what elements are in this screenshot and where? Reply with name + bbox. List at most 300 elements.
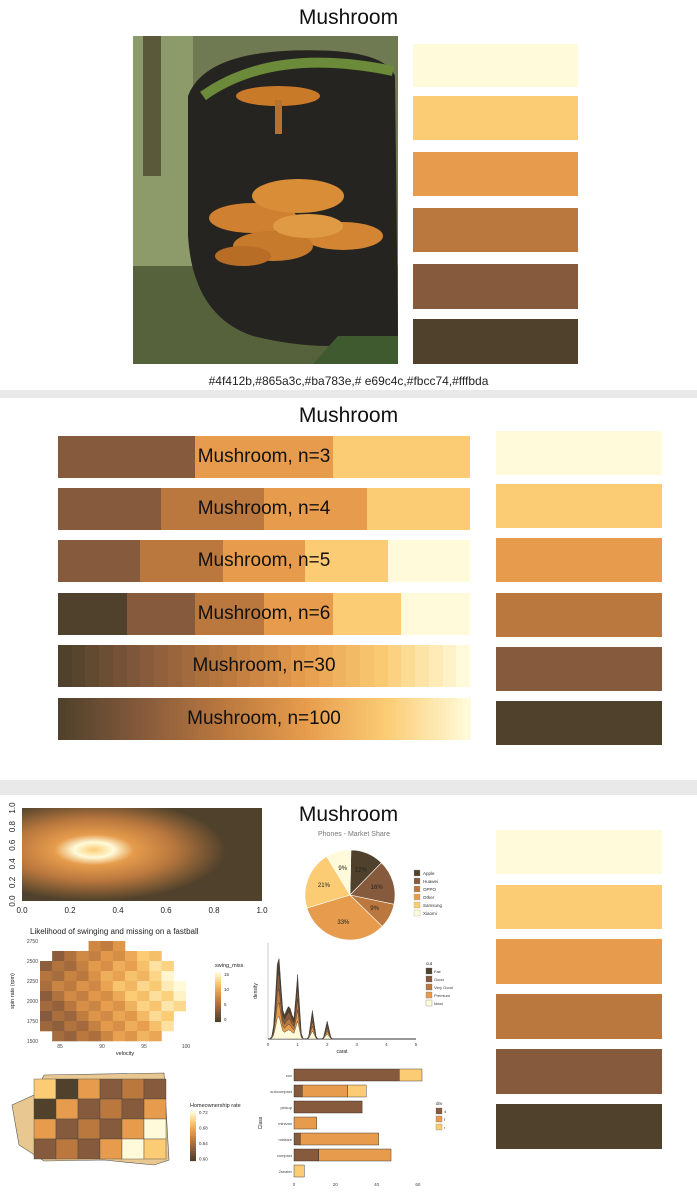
heatmap-cell [64,951,76,961]
county [78,1079,100,1099]
legend-key [414,870,420,876]
legend-label: Samsung [423,903,443,908]
heatmap-cell [113,971,125,981]
legend-label: 4 [444,1109,447,1114]
heatmap-cell [52,1001,64,1011]
x-tick-label: 3 [355,1042,359,1047]
legend-tick: 10 [224,987,230,992]
swatch-fffbda [496,431,662,475]
swatch-fbcc74 [413,96,578,140]
legend-tick: 0.68 [199,1125,208,1131]
county [100,1119,122,1139]
x-tick-label: 85 [57,1044,63,1050]
y-tick-label: 2750 [26,939,38,945]
legend-key [426,992,432,998]
legend-key [414,886,420,892]
swatch-865a3c [413,264,578,309]
bar-n30 [58,645,470,687]
bar [294,1101,362,1113]
heatmap-cell [64,1021,76,1031]
legend-gradient-step [190,1116,196,1119]
legend-title: Homeownership rate [190,1103,241,1109]
heatmap-cell [64,1001,76,1011]
swatch-ba783e [496,593,662,637]
legend-gradient-step [215,982,221,985]
photo-swatch-column [413,40,578,365]
legend-key [414,910,420,916]
legend-gradient-step [215,992,221,995]
heatmap-cell [137,1031,149,1041]
legend-gradient-step [190,1149,196,1152]
legend-gradient-step [190,1119,196,1122]
heatmap-cell [113,951,125,961]
heatmap-cell [149,971,161,981]
y-tick-label: minivan [278,1121,292,1126]
pie-title: Phones - Market Share [318,831,390,838]
heatmap-cell [125,1001,137,1011]
palette-bars-panel [0,398,697,780]
carat-density-chart [250,935,453,1060]
palette-charts-panel [0,795,697,1200]
legend-gradient-step [215,1007,221,1010]
heatmap-cell [161,991,173,1001]
y-tick-label: midsize [278,1137,292,1142]
swatch-e69c4c [413,152,578,196]
heatmap-cell [125,1011,137,1021]
heatmap-cell [125,951,137,961]
y-tick-label: 1750 [26,1019,38,1025]
legend-gradient-step [215,1002,221,1005]
swatch-865a3c [496,1049,662,1094]
heatmap-cell [52,1021,64,1031]
pie-slice-label: 9% [338,866,348,873]
heatmap-cell [40,1021,52,1031]
swatch-ba783e [413,208,578,252]
y-tick-label: pickup [280,1105,292,1110]
x-tick-label: 100 [181,1044,191,1050]
class-drv-bar-chart [252,1063,452,1193]
x-axis-label: velocity [115,1051,135,1057]
legend-key [436,1108,442,1114]
heatmap-cell [113,961,125,971]
heatmap-cell [40,981,52,991]
county [100,1099,122,1119]
heatmap-cell [89,1001,101,1011]
heatmap-cell [40,961,52,971]
legend-gradient-step [190,1154,196,1157]
heatmap-cell [137,961,149,971]
swatch-fffbda [496,830,662,874]
bar-label: Mushroom, n=6 [197,603,331,624]
x-tick-label: 2 [325,1042,329,1047]
legend-tick: 15 [224,972,230,977]
county [122,1139,144,1159]
heatmap-cell [137,971,149,981]
legend-gradient-step [215,990,221,993]
density-heatmap-chart [0,803,270,923]
x-tick-label: 0.2 [64,906,76,915]
heatmap-cell [101,991,113,1001]
heatmap-cell [40,971,52,981]
heatmap-cell [113,1021,125,1031]
legend-tick: 0.72 [199,1110,208,1115]
legend-gradient-step [215,995,221,998]
county [56,1139,78,1159]
heatmap-cell [76,1021,88,1031]
heatmap-cell [52,1011,64,1021]
heatmap-cell [113,1031,125,1041]
y-tick-label: subcompact [270,1089,292,1094]
county [56,1119,78,1139]
legend-gradient-step [190,1124,196,1127]
heatmap-cell [76,971,88,981]
panel-title: Mushroom [298,404,399,427]
legend-gradient-step [215,1010,221,1013]
legend-gradient-step [190,1136,196,1139]
legend-label: Fair [434,969,441,974]
y-tick-label: 0.6 [8,839,17,851]
pie-slice-label: 33% [337,920,350,927]
legend-title: cut [426,961,433,966]
heatmap-cell [101,951,113,961]
legend-gradient-step [215,977,221,980]
x-tick-label: 0.6 [160,906,172,915]
heatmap-cell [101,941,113,951]
county [78,1119,100,1139]
heatmap-cell [149,961,161,971]
x-tick-label: 1.0 [256,906,268,915]
legend-gradient-step [190,1114,196,1117]
heatmap-cell [137,1001,149,1011]
county [78,1099,100,1119]
bar-label: Mushroom, n=30 [192,655,336,676]
bar-label: Mushroom, n=100 [187,708,341,729]
legend-gradient-step [190,1111,196,1114]
pie-slice-label: 21% [317,883,330,890]
heatmap-cell [149,1021,161,1031]
legend-gradient-step [190,1134,196,1137]
county [144,1079,166,1099]
y-tick-label: 2000 [26,999,38,1005]
legend-gradient-step [215,1015,221,1018]
heatmap-cell [161,981,173,991]
heatmap-cell [113,1011,125,1021]
y-tick-label: 2500 [26,959,38,965]
heatmap-cell [64,1011,76,1021]
y-axis-label: spin rate (rpm) [10,973,16,1009]
heatmap-cell [137,991,149,1001]
legend-gradient-step [215,1005,221,1008]
legend-key [426,984,432,990]
bar [294,1117,317,1129]
heatmap-cell [76,1031,88,1041]
county [144,1099,166,1119]
heatmap-cell [137,1021,149,1031]
legend-label: Huawei [423,879,439,884]
heatmap-cell [64,971,76,981]
heatmap-cell [76,981,88,991]
heatmap-cell [125,981,137,991]
heatmap-cell [76,951,88,961]
legend-label: Very Good [434,985,453,990]
legend-gradient-step [215,980,221,983]
bar [300,1133,378,1145]
bar [294,1165,304,1177]
pie-slice-label: 12% [354,867,367,874]
legend-gradient-step [215,972,221,975]
heatmap-cell [149,951,161,961]
mushroom-photo [133,36,398,364]
legend-key [426,976,432,982]
heatmap-cell [149,1031,161,1041]
x-tick-label: 90 [99,1044,105,1050]
heatmap-cell [52,951,64,961]
x-tick-label: 40 [374,1182,380,1187]
swatch-ba783e [496,994,662,1039]
bar [294,1133,300,1145]
heatmap-cell [149,991,161,1001]
legend-tick: 5 [224,1002,227,1007]
heatmap-cell [149,1011,161,1021]
y-tick-label: 0.4 [8,858,18,870]
legend-key [426,1000,432,1006]
x-tick-label: 0.0 [16,906,28,915]
county [34,1139,56,1159]
y-axis-label: density [253,983,259,999]
heatmap-cell [52,991,64,1001]
legend-gradient-step [190,1151,196,1154]
y-tick-label: 0.0 [8,895,17,907]
heatmap-cell [52,1031,64,1041]
panel-title: Mushroom [298,803,399,826]
heatmap-cell [161,1001,173,1011]
legend-key [436,1124,442,1130]
y-ticks [8,802,17,907]
legend-label: Xiaomi [423,911,437,916]
legend-key [426,968,432,974]
legend-label: Other [423,895,435,900]
bar [319,1149,391,1161]
y-tick-label: 1500 [26,1039,38,1045]
bar-label: Mushroom, n=5 [197,550,331,571]
legend-gradient-step [215,1000,221,1003]
pie-slice-label: 9% [370,906,379,913]
legend-gradient-step [190,1129,196,1132]
heatmap-cell [64,981,76,991]
heatmap-cell [113,941,125,951]
y-tick-label: 2seater [278,1169,292,1174]
county [144,1139,166,1159]
legend-label: Ideal [434,1001,443,1006]
heatmap-cell [64,961,76,971]
x-tick-label: 0.4 [112,906,124,915]
county [34,1079,56,1099]
county [34,1119,56,1139]
heatmap-cell [101,961,113,971]
heatmap-cell [161,961,173,971]
heatmap-cell [137,981,149,991]
heatmap-cell [174,981,186,991]
x-tick-label: 5 [414,1042,418,1047]
heatmap-cell [125,1021,137,1031]
heatmap-cell [101,1001,113,1011]
swing-heatmap-chart [0,937,244,1057]
legend-gradient-step [190,1144,196,1147]
y-tick-label: 2250 [26,979,38,985]
legend-gradient-step [215,1012,221,1015]
legend-gradient-step [190,1131,196,1134]
y-tick-label: suv [285,1073,292,1078]
bar [348,1085,367,1097]
heatmap-cell [89,1011,101,1021]
bar [302,1085,347,1097]
x-tick-label: 60 [415,1182,421,1187]
legend-gradient-step [190,1156,196,1159]
heatmap-cell [89,941,101,951]
heatmap-cell [52,961,64,971]
heatmap-cell [174,991,186,1001]
legend-label: r [444,1125,446,1130]
legend-gradient-step [215,997,221,1000]
legend-key [414,902,420,908]
homeownership-map [4,1065,254,1195]
heatmap-cell [76,961,88,971]
swatch-4f412b [496,1104,662,1149]
legend-gradient-step [190,1159,196,1162]
y-tick-label: 1.0 [8,802,17,814]
bar-n6 [58,593,470,635]
x-tick-label: 20 [332,1182,338,1187]
bar-n3 [58,436,470,478]
legend-label: OPPO [423,887,437,892]
bar [399,1069,422,1081]
legend-key [414,894,420,900]
bar [294,1069,399,1081]
x-tick-label: 1 [296,1042,299,1047]
pie-chart [300,845,450,945]
bar-n100 [58,698,470,740]
heatmap-field [22,808,262,901]
heatmap-cell [89,1031,101,1041]
heatmap-cell [137,1011,149,1021]
legend-gradient-step [190,1141,196,1144]
swatch-fffbda [413,44,578,87]
legend-key [414,878,420,884]
heatmap-cell [125,991,137,1001]
legend-label: f [444,1117,446,1122]
swatch-4f412b [496,701,662,745]
legend-tick: 0 [224,1017,227,1022]
heatmap-cell [89,971,101,981]
county [56,1099,78,1119]
heatmap-cell [101,1031,113,1041]
heatmap-cell [89,951,101,961]
county [122,1079,144,1099]
y-tick-label: 0.2 [8,876,17,888]
x-tick-label: 4 [385,1042,388,1047]
heatmap-cell [137,951,149,961]
heatmap-cell [76,1011,88,1021]
legend-gradient-step [190,1126,196,1129]
county [122,1099,144,1119]
swing-chart-title: Likelihood of swinging and missing on a fastball [30,927,199,936]
heatmap-cell [89,991,101,1001]
heatmap-cell [76,1001,88,1011]
bar-label: Mushroom, n=3 [197,446,331,467]
legend-gradient-step [190,1139,196,1142]
heatmap-cell [52,971,64,981]
county [122,1119,144,1139]
legend-label: Premium [434,993,451,998]
legend-gradient-step [190,1146,196,1149]
swatch-865a3c [496,647,662,691]
heatmap-cell [174,1001,186,1011]
y-axis-label: Class [258,1116,264,1130]
bar-n4 [58,488,470,530]
legend-label: Good [434,977,444,982]
palette-photo-panel [0,0,697,390]
heatmap-cell [89,961,101,971]
bar [294,1149,319,1161]
legend-title: drv [436,1101,443,1106]
heatmap-cell [113,991,125,1001]
county [78,1139,100,1159]
panel-title: Mushroom [298,6,399,29]
heatmap-cell [149,1001,161,1011]
y-tick-label: compact [276,1153,292,1158]
legend-tick: 0.60 [199,1156,208,1162]
heatmap-cell [161,1021,173,1031]
heatmap-cell [101,1021,113,1031]
bar-label: Mushroom, n=4 [197,498,331,519]
heatmap-cell [113,981,125,991]
x-tick-label: 0 [266,1042,270,1047]
legend-key [436,1116,442,1122]
heatmap-cell [52,981,64,991]
x-axis-label: carat [336,1049,348,1055]
hex-caption: #4f412b,#865a3c,#ba783e,# e69c4c,#fbcc74,#fffbda [208,374,489,388]
swatch-fbcc74 [496,484,662,528]
legend-tick: 0.64 [199,1141,208,1146]
legend-gradient-step [190,1121,196,1124]
bar [294,1085,302,1097]
county [144,1119,166,1139]
x-ticks [16,906,268,915]
heatmap-cell [64,1031,76,1041]
legend-title: swing_miss [215,963,244,969]
x-tick-label: 0 [292,1182,296,1187]
heatmap-cell [40,1011,52,1021]
pie-slice-label: 16% [370,884,383,891]
heatmap-cell [113,1001,125,1011]
heatmap-cell [125,1031,137,1041]
swatch-4f412b [413,319,578,364]
heatmap-cell [101,981,113,991]
legend-gradient-step [215,1020,221,1023]
heatmap-cell [40,1001,52,1011]
bar-n5 [58,540,470,582]
heatmap-cell [89,1021,101,1031]
county [56,1079,78,1099]
heatmap-cell [40,991,52,1001]
swatch-e69c4c [496,538,662,582]
county [100,1079,122,1099]
swatch-fbcc74 [496,885,662,929]
heatmap-cell [125,961,137,971]
legend-gradient-step [215,975,221,978]
swatch-e69c4c [496,939,662,984]
y-tick-label: 0.8 [8,821,17,833]
